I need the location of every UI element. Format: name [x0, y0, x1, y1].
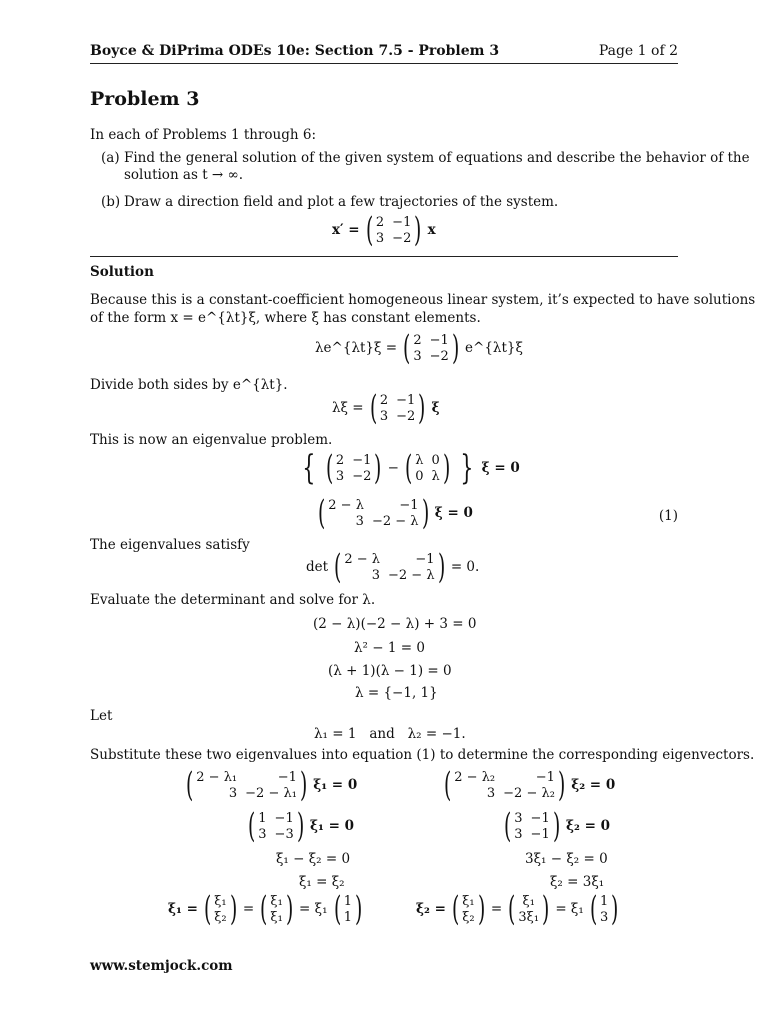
- matrix-cell: −1: [352, 452, 372, 468]
- eigen-satisfy-text: The eigenvalues satisfy: [90, 537, 250, 553]
- vector: ( 1 3 ): [589, 889, 619, 929]
- matrix-cell: −1: [530, 810, 550, 826]
- det-step: (2 − λ)(−2 − λ) + 3 = 0: [313, 616, 477, 632]
- matrix-cell: λ: [431, 468, 440, 484]
- det-step: λ = {−1, 1}: [355, 685, 438, 701]
- evaluate-text: Evaluate the determinant and solve for λ.: [90, 592, 376, 608]
- vector: ( ξ₁ 3ξ₁ ): [508, 889, 550, 929]
- matrix-cell: −1: [274, 810, 294, 826]
- vector-cell: ξ₁: [462, 893, 475, 909]
- left-step2: ξ₁ = ξ₂: [299, 874, 345, 890]
- matrix-a: ( 2 −1 3 −2 ): [325, 448, 382, 488]
- lambda-values: λ₁ = 1 and λ₂ = −1.: [314, 726, 466, 742]
- matrix-cell: −2: [392, 230, 412, 246]
- matrix-cell: −2: [429, 348, 449, 364]
- matrix-cell: 3: [375, 230, 385, 246]
- matrix-cell: 2: [379, 392, 389, 408]
- matrix-cell: −1: [530, 826, 550, 842]
- eigen-text: This is now an eigenvalue problem.: [90, 432, 333, 448]
- matrix-cell: 3: [371, 567, 380, 583]
- vector-cell: ξ₁: [214, 893, 227, 909]
- vector: ( ξ₁ ξ₂ ): [203, 889, 237, 929]
- matrix-cell: 3: [258, 826, 267, 842]
- eq-lhs: x′ =: [332, 222, 360, 238]
- equation-3: { ( 2 −1 3 −2 ) − ( λ 0 0 λ ) } ξ = 0: [302, 448, 520, 488]
- matrix-cell: 3: [228, 785, 238, 801]
- page-number: Page 1 of 2: [598, 43, 678, 59]
- matrix-cell: −2 − λ₂: [503, 785, 555, 801]
- matrix: ( 2 − λ −1 3 −2 − λ ): [334, 547, 445, 587]
- item-a-line2: solution as t → ∞.: [124, 167, 244, 183]
- problem-title: Problem 3: [90, 88, 200, 110]
- intro-text: In each of Problems 1 through 6:: [90, 127, 316, 143]
- matrix-cell: −1: [535, 769, 555, 785]
- matrix-cell: −1: [415, 551, 435, 567]
- matrix-cell: 2 − λ: [328, 497, 364, 513]
- system-equation: [332, 210, 436, 250]
- let-text: Let: [90, 708, 113, 724]
- right-eq2: [498, 806, 610, 846]
- matrix-cell: −1: [399, 497, 419, 513]
- matrix-cell: 3: [379, 408, 389, 424]
- header-title: Boyce & DiPrima ODEs 10e: Section 7.5 - Problem 3: [90, 43, 500, 59]
- equation-1: [315, 328, 523, 368]
- matrix: ( 2 −1 3 −2 ): [403, 328, 460, 368]
- vector: ( 1 1 ): [333, 889, 363, 929]
- eq-rhs: e^{λt}ξ: [465, 340, 523, 356]
- matrix-cell: 2: [375, 214, 385, 230]
- item-b-text: Draw a direction field and plot a few trajectories of the system.: [124, 194, 559, 210]
- matrix-cell: 3: [413, 348, 422, 364]
- matrix-cell: 0: [415, 468, 424, 484]
- matrix-cell: 3: [514, 810, 523, 826]
- right-eq1: [438, 765, 616, 805]
- eq-rhs: x: [427, 222, 436, 238]
- substitute-text: Substitute these two eigenvalues into equation (1) to determine the corresponding eigenvectors.: [90, 747, 755, 763]
- matrix: ( 2 − λ₂ −1 3 −2 − λ₂ ): [443, 765, 566, 805]
- para1-line1: Because this is a constant-coefficient homogeneous linear system, it’s expected to have solutions: [90, 292, 756, 308]
- matrix-cell: 2: [335, 452, 345, 468]
- vector-cell: 1: [600, 893, 609, 909]
- header-rule: [90, 63, 678, 64]
- equation-2: [332, 388, 440, 428]
- divide-text: Divide both sides by e^{λt}.: [90, 377, 288, 393]
- matrix-cell: 3: [335, 468, 345, 484]
- left-step1: ξ₁ − ξ₂ = 0: [276, 851, 351, 867]
- equals-sign: =: [490, 901, 503, 917]
- matrix-cell: 3: [514, 826, 523, 842]
- scalar-factor: = ξ₁: [555, 901, 584, 917]
- equation-5: [306, 547, 480, 587]
- vector: ( ξ₁ ξ₂ ): [451, 889, 485, 929]
- eq-lhs: det: [306, 559, 329, 575]
- eq-lhs: ξ₂ =: [416, 901, 446, 917]
- left-eq1: [180, 765, 358, 805]
- eq-rhs: ξ: [431, 400, 440, 416]
- footer-url[interactable]: www.stemjock.com: [90, 958, 233, 974]
- eq-rhs: ξ₁ = 0: [309, 818, 354, 834]
- matrix: ( 3 −1 3 −1 ): [503, 806, 560, 846]
- vector-cell: 1: [343, 893, 353, 909]
- right-step1: 3ξ₁ − ξ₂ = 0: [525, 851, 608, 867]
- matrix-cell: 0: [431, 452, 440, 468]
- matrix-cell: −2: [352, 468, 372, 484]
- matrix-cell: −2 − λ: [388, 567, 435, 583]
- det-step: (λ + 1)(λ − 1) = 0: [328, 663, 452, 679]
- eq-lhs: ξ₁ =: [168, 901, 198, 917]
- matrix-cell: λ: [415, 452, 424, 468]
- matrix-b: ( λ 0 0 λ ): [404, 448, 451, 488]
- equation-4: [312, 493, 473, 533]
- vector-cell: 3ξ₁: [518, 909, 540, 925]
- vector-cell: ξ₁: [522, 893, 535, 909]
- matrix-cell: −1: [392, 214, 412, 230]
- eq-rhs: ξ = 0: [481, 460, 520, 476]
- scalar-factor: = ξ₁: [299, 901, 328, 917]
- left-eq2: [242, 806, 354, 846]
- eq-rhs: = 0.: [450, 559, 480, 575]
- eq-rhs: ξ₂ = 0: [565, 818, 610, 834]
- item-a-line1: Find the general solution of the given system of equations and describe the behavior of the: [124, 150, 750, 166]
- equals-sign: =: [242, 901, 255, 917]
- minus-sign: −: [387, 460, 399, 476]
- vector: ( ξ₁ ξ₁ ): [260, 889, 294, 929]
- eq-rhs: ξ₂ = 0: [571, 777, 616, 793]
- section-rule: [90, 256, 678, 257]
- right-step2: ξ₂ = 3ξ₁: [550, 874, 605, 890]
- eq-rhs: ξ = 0: [434, 505, 473, 521]
- matrix-cell: 2 − λ₁: [196, 769, 238, 785]
- matrix: ( 2 −1 3 −2 ): [369, 388, 426, 428]
- vector-cell: ξ₂: [214, 909, 227, 925]
- matrix: ( 1 −1 3 −3 ): [247, 806, 304, 846]
- item-a-label: (a): [101, 150, 120, 166]
- item-b-label: (b): [101, 194, 121, 210]
- eq-lhs: λe^{λt}ξ =: [315, 340, 398, 356]
- matrix-cell: 3: [486, 785, 496, 801]
- right-eigenvector: [416, 889, 625, 929]
- matrix-cell: −1: [277, 769, 297, 785]
- matrix-cell: 3: [355, 513, 364, 529]
- matrix-cell: 2 − λ₂: [454, 769, 496, 785]
- matrix: ( 2 − λ₁ −1 3 −2 − λ₁ ): [185, 765, 308, 805]
- matrix-cell: −2: [396, 408, 416, 424]
- matrix: ( 2 − λ −1 3 −2 − λ ): [317, 493, 429, 533]
- vector-cell: 1: [343, 909, 353, 925]
- matrix-cell: −3: [274, 826, 294, 842]
- solution-heading: Solution: [90, 264, 154, 280]
- left-eigenvector: [168, 889, 368, 929]
- matrix-cell: −2 − λ₁: [245, 785, 297, 801]
- matrix-cell: −1: [396, 392, 416, 408]
- vector-cell: ξ₁: [270, 909, 283, 925]
- matrix-cell: 2 − λ: [344, 551, 380, 567]
- eq-rhs: ξ₁ = 0: [313, 777, 358, 793]
- matrix-cell: −1: [429, 332, 449, 348]
- para1-line2: of the form x = e^{λt}ξ, where ξ has constant elements.: [90, 310, 481, 326]
- matrix: ( 2 −1 3 −2 ): [365, 210, 422, 250]
- eq-lhs: λξ =: [332, 400, 364, 416]
- vector-cell: ξ₂: [462, 909, 475, 925]
- matrix-cell: 2: [413, 332, 422, 348]
- vector-cell: 3: [600, 909, 609, 925]
- matrix-cell: 1: [258, 810, 267, 826]
- matrix-cell: −2 − λ: [371, 513, 419, 529]
- equation-number: (1): [658, 508, 678, 524]
- det-step: λ² − 1 = 0: [354, 640, 425, 656]
- vector-cell: ξ₁: [270, 893, 283, 909]
